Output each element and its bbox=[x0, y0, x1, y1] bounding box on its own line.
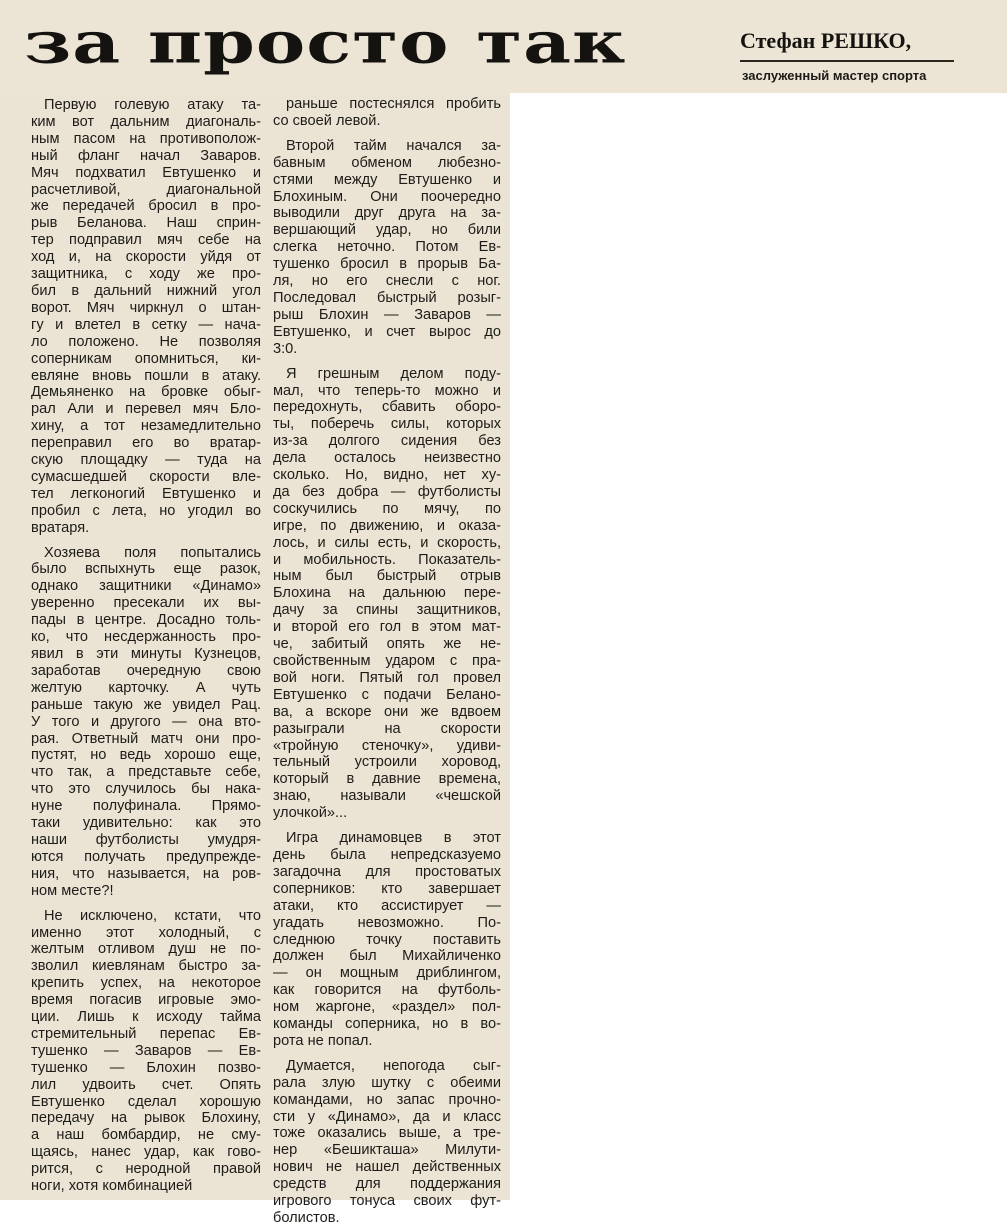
text-line: выводили друг друга на за- bbox=[273, 205, 501, 222]
text-line: ный фланг начал Заваров. bbox=[31, 147, 261, 164]
text-line: ворот. Мяч чиркнул о штан- bbox=[31, 299, 261, 316]
text-line: тельный устроили хоровод, bbox=[273, 754, 501, 771]
paragraph bbox=[31, 545, 261, 900]
text-line: щаясь, нанес удар, как гово- bbox=[31, 1144, 261, 1161]
text-line: команды соперника, но в во- bbox=[273, 1016, 501, 1033]
text-line: бил в дальний нижний угол bbox=[31, 282, 261, 299]
text-line: Не исключено, кстати, что bbox=[44, 907, 261, 924]
text-line: средств для поддержания bbox=[273, 1176, 501, 1193]
text-line: угадать невозможно. По- bbox=[273, 914, 501, 931]
text-line: что так, а представьте себе, bbox=[31, 764, 261, 781]
text-line: свойственным ударом с пра- bbox=[273, 653, 501, 669]
text-line: именно этот холодный, с bbox=[31, 924, 261, 941]
text-line: улочкой»... bbox=[273, 805, 348, 822]
text-line: рая. Ответный матч они про- bbox=[31, 730, 261, 747]
paragraph-gap bbox=[273, 1050, 501, 1058]
text-line: ко, что несдержанность про- bbox=[31, 629, 261, 646]
paragraph-gap bbox=[31, 900, 261, 908]
text-line: ва, а вскоре они же вдвоем bbox=[273, 703, 501, 720]
text-line: хину, а тот незамедлительно bbox=[31, 418, 261, 435]
text-line: заработав очередную свою bbox=[31, 662, 261, 679]
text-line: таки удивительно: как это bbox=[31, 815, 261, 832]
text-line: зволил киевлянам быстро за- bbox=[31, 958, 261, 975]
text-line: командами, но запас прочно- bbox=[273, 1091, 501, 1108]
text-line: тушенко — Заваров — Ев- bbox=[31, 1042, 261, 1059]
text-line: бавным обменом любезно- bbox=[273, 154, 501, 171]
text-line: должен был Михайличенко bbox=[273, 948, 501, 965]
text-line: соскучились по мячу, по bbox=[273, 500, 501, 517]
text-line: евляне вновь пошли в атаку. bbox=[31, 367, 261, 384]
author-name: Стефан РЕШКО, bbox=[740, 28, 912, 53]
text-line: Блохиным. Они поочередно bbox=[273, 188, 501, 205]
paragraph bbox=[273, 138, 501, 358]
text-line: разыграли на скорости bbox=[273, 720, 501, 737]
text-line: тер подправил мяч себе на bbox=[31, 232, 261, 249]
article-column-right bbox=[273, 96, 501, 1227]
text-line: ном жаргоне, «раздел» пол- bbox=[273, 999, 501, 1016]
text-line: рится, с неродной правой bbox=[31, 1161, 261, 1178]
text-line: нуне полуфинала. Прямо- bbox=[31, 798, 261, 815]
text-line: явил в эти минуты Кузнецов, bbox=[31, 646, 261, 662]
text-line: Последовал быстрый розыг- bbox=[273, 289, 501, 306]
text-line: — он мощным дриблингом, bbox=[273, 965, 501, 982]
text-line: ход и, на скорости уйдя от bbox=[31, 249, 261, 266]
text-line: нер «Бешикташа» Милути- bbox=[273, 1142, 501, 1159]
text-line: лось, и силы есть, и скорость, bbox=[273, 534, 501, 551]
text-line: 3:0. bbox=[273, 340, 298, 357]
text-line: время погасив игровые эмо- bbox=[31, 992, 261, 1009]
text-line: дела осталось неизвестно bbox=[273, 450, 501, 467]
text-line: и мобильность. Показатель- bbox=[273, 551, 501, 568]
text-line: было вспыхнуть еще разок, bbox=[31, 561, 261, 578]
text-line: Блохина на дальнюю пере- bbox=[273, 585, 501, 602]
text-line: рала злую шутку с обеими bbox=[273, 1074, 501, 1091]
text-line: сумасшедшей скорости вле- bbox=[31, 468, 261, 485]
text-line: игре, по движению, и оказа- bbox=[273, 517, 501, 534]
text-line: вой ноги. Пятый гол провел bbox=[273, 669, 501, 686]
text-line: нович не нашел действенных bbox=[273, 1159, 501, 1176]
text-line: следнюю точку поставить bbox=[273, 931, 501, 948]
text-line: Думается, непогода сыг- bbox=[286, 1057, 501, 1074]
text-line: Игра динамовцев в этот bbox=[286, 830, 501, 847]
text-line: вратаря. bbox=[31, 519, 90, 536]
text-line: ким вот дальним диагональ- bbox=[31, 113, 261, 130]
paragraph bbox=[273, 366, 501, 822]
text-line: ния, что называется, на ров- bbox=[31, 865, 261, 882]
text-line: а наш бомбардир, не сму- bbox=[31, 1127, 261, 1144]
text-line: рыш Блохин — Заваров — bbox=[273, 306, 501, 323]
text-line: уверенно пресекали их вы- bbox=[31, 595, 261, 612]
text-line: стремительный перепас Ев- bbox=[31, 1025, 261, 1042]
text-line: Хозяева поля попытались bbox=[44, 544, 261, 561]
text-line: «тройную стеночку», удиви- bbox=[273, 737, 501, 754]
text-line: игрового тонуса своих фут- bbox=[273, 1193, 501, 1210]
text-line: желтым отливом душ не по- bbox=[31, 941, 261, 958]
paragraph bbox=[31, 97, 261, 537]
text-line: пустят, но ведь хорошо еще, bbox=[31, 747, 261, 764]
text-line: скую площадку — туда на bbox=[31, 452, 261, 469]
text-line: ля, но его снесли с ног. bbox=[273, 273, 501, 290]
text-line: желтую карточку. А чуть bbox=[31, 679, 261, 696]
text-line: знаю, называли «чешской bbox=[273, 788, 501, 805]
text-line: Евтушенко с подачи Белано- bbox=[273, 686, 501, 703]
text-line: же передачей бросил в про- bbox=[31, 198, 261, 215]
headline: за просто так bbox=[24, 9, 627, 77]
paragraph bbox=[31, 908, 261, 1195]
text-line: как говорится на футболь- bbox=[273, 982, 501, 999]
text-line: Евтушенко сделал хорошую bbox=[31, 1093, 261, 1110]
paragraph-gap bbox=[31, 537, 261, 545]
text-line: соперникам опомниться, ки- bbox=[31, 350, 261, 367]
text-line: атаки, кто ассистирует — bbox=[273, 897, 501, 914]
text-line: со своей левой. bbox=[273, 112, 381, 129]
paragraph bbox=[273, 1058, 501, 1227]
text-line: дачу за спины защитников, bbox=[273, 602, 501, 619]
text-line: тоже оказались выше, а тре- bbox=[273, 1125, 501, 1142]
text-line: ты, поберечь силы, которых bbox=[273, 416, 501, 433]
text-line: Я грешным делом поду- bbox=[286, 365, 501, 382]
text-line: пробил с лета, но угодил во bbox=[31, 502, 261, 519]
text-line: Демьяненко на бровке обыг- bbox=[31, 384, 261, 401]
text-line: раньше такую же увидел Рац. bbox=[31, 696, 261, 713]
text-line: однако защитники «Динамо» bbox=[31, 578, 261, 595]
text-line: Первую голевую атаку та- bbox=[44, 97, 261, 113]
text-line: передачу на рывок Блохину, bbox=[31, 1110, 261, 1127]
text-line: ноги, хотя комбинацией bbox=[31, 1178, 193, 1195]
text-line: ным был быстрый отрыв bbox=[273, 568, 501, 585]
text-line: ном месте?! bbox=[31, 882, 114, 899]
text-line: вершающий удар, но били bbox=[273, 222, 501, 239]
paragraph bbox=[273, 830, 501, 1050]
author-title: заслуженный мастер спорта bbox=[742, 68, 927, 83]
text-line: раньше постеснялся пробить bbox=[286, 96, 501, 112]
text-line: лил удвоить счет. Опять bbox=[31, 1076, 261, 1093]
text-line: передохнуть, сбавить оборо- bbox=[273, 399, 501, 416]
text-line: тел легконогий Евтушенко и bbox=[31, 485, 261, 502]
text-line: который в давние времена, bbox=[273, 771, 501, 788]
text-line: рал Али и перевел мяч Бло- bbox=[31, 401, 261, 418]
text-line: загадочна для простоватых bbox=[273, 863, 501, 880]
article-column-left bbox=[31, 97, 261, 1195]
text-line: соперников: кто завершает bbox=[273, 880, 501, 897]
text-line: и второй его гол в этом мат- bbox=[273, 619, 501, 636]
text-line: стями между Евтушенко и bbox=[273, 171, 501, 188]
text-line: рота не попал. bbox=[273, 1032, 373, 1049]
text-line: Второй тайм начался за- bbox=[286, 137, 501, 154]
text-line: из-за долгого сидения без bbox=[273, 433, 501, 450]
text-line: гу и влетел в сетку — нача- bbox=[31, 316, 261, 333]
paragraph-gap bbox=[273, 130, 501, 138]
text-line: че, забитый опять же не- bbox=[273, 636, 501, 653]
text-line: защитника, с ходу же про- bbox=[31, 266, 261, 283]
byline-rule bbox=[740, 60, 954, 62]
text-line: ло положено. Не позволяя bbox=[31, 333, 261, 350]
text-line: сти у «Динамо», да и класс bbox=[273, 1108, 501, 1125]
text-line: ции. Лишь к исходу тайма bbox=[31, 1009, 261, 1026]
text-line: болистов. bbox=[273, 1210, 340, 1226]
text-line: да без добра — футболисты bbox=[273, 483, 501, 500]
text-line: У того и другого — она вто- bbox=[31, 713, 261, 730]
text-line: слегка неточно. Потом Ев- bbox=[273, 239, 501, 256]
text-line: расчетливой, диагональной bbox=[31, 181, 261, 198]
text-line: мал, что теперь-то можно и bbox=[273, 382, 501, 399]
text-line: Мяч подхватил Евтушенко и bbox=[31, 164, 261, 181]
text-line: рыв Беланова. Наш сприн- bbox=[31, 215, 261, 232]
text-line: Евтушенко, и счет вырос до bbox=[273, 323, 501, 340]
text-line: что это случилось бы нака- bbox=[31, 781, 261, 798]
paragraph-gap bbox=[273, 822, 501, 830]
text-line: переправил его во вратар- bbox=[31, 435, 261, 452]
text-line: тушенко — Блохин позво- bbox=[31, 1059, 261, 1076]
text-line: наши футболисты умудря- bbox=[31, 831, 261, 848]
text-line: пады в центре. Досадно толь- bbox=[31, 612, 261, 629]
text-line: крепить успех, на некоторое bbox=[31, 975, 261, 992]
text-line: ным пасом на противополож- bbox=[31, 130, 261, 147]
text-line: ются получать предупрежде- bbox=[31, 848, 261, 865]
paragraph-gap bbox=[273, 358, 501, 366]
text-line: день была непредсказуемо bbox=[273, 846, 501, 863]
text-line: тушенко бросил в прорыв Ба- bbox=[273, 256, 501, 273]
paragraph bbox=[273, 96, 501, 130]
text-line: сколько. Но, видно, нет ху- bbox=[273, 467, 501, 484]
